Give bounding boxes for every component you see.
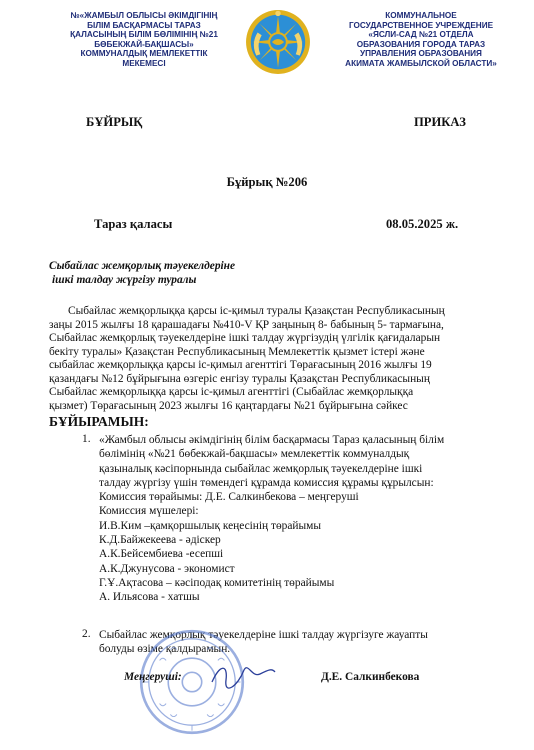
subject-line: ішкі талдау жүргізу туралы	[52, 273, 197, 286]
header-left-line: ҚАЛАСЫНЫҢ БІЛІМ БӨЛІМІНІҢ №21	[70, 30, 218, 40]
commission-member: А. Ильясова - хатшы	[99, 591, 200, 604]
doc-type-ru: ПРИКАЗ	[414, 115, 466, 129]
item-2-number: 2.	[82, 628, 91, 640]
signoff-name: Д.Е. Салкинбекова	[321, 671, 420, 683]
preamble-line: қазандағы №12 бұйрығына өзгеріс енгізу туралы Қазақстан Республикасының	[49, 372, 430, 385]
header-left-line: МЕКЕМЕСІ	[122, 58, 166, 68]
item-1-line: бөлімінің «№21 бөбекжай-бақшасы» мемлекеттік коммуналдық	[99, 448, 410, 461]
commission-member: А.К.Джунусова - экономист	[99, 562, 235, 575]
header-left-org-name	[44, 11, 244, 69]
item-1-number: 1.	[82, 433, 91, 445]
header-left-line: БӨБЕКЖАЙ-БАҚШАСЫ»	[94, 39, 194, 49]
signoff-title: Меңгеруші:	[124, 671, 182, 683]
item-1-line: қазыналық кәсіпорнында сыбайлас жемқорлық тәуекелдеріне ішкі	[99, 462, 423, 475]
item-2-line: Сыбайлас жемқорлық тәуекелдеріне ішкі талдау жүргізуге жауапты	[99, 629, 428, 641]
item-1-line: «Жамбыл облысы әкімдігінің білім басқармасы Тараз қаласының білім	[99, 434, 445, 446]
state-emblem-icon	[244, 8, 312, 76]
header-right-line: ОБРАЗОВАНИЯ ГОРОДА ТАРАЗ	[356, 39, 486, 49]
preamble	[49, 305, 509, 413]
order-number: Бұйрық №206	[226, 175, 308, 189]
item-2-line: болуды өзіме қалдырамын.	[99, 643, 231, 656]
doc-type-kz: БҰЙРЫҚ	[86, 115, 143, 129]
commission-member: К.Д.Байжекеева - әдіскер	[99, 534, 221, 547]
commission-chair: Комиссия төрайымы: Д.Е. Салкинбекова – меңгеруші	[99, 491, 359, 504]
header-right-line: УПРАВЛЕНИЯ ОБРАЗОВАНИЯ	[360, 49, 482, 59]
preamble-line: Сыбайлас жемқорлыққа қарсы іс-қимыл туралы Қазақстан Республикасының	[68, 305, 445, 317]
commission-member: И.В.Ким –қамқоршылық кеңесінің төрайымы	[99, 519, 322, 532]
preamble-line: бекіту туралы» Қазақстан Республикасының Мемлекеттік қызмет істері және	[49, 345, 425, 358]
header-left-line: КОММУНАЛДЫҚ МЕМЛЕКЕТТІК	[80, 49, 208, 59]
order-subject	[49, 260, 235, 287]
signature-icon	[208, 660, 278, 690]
header-right-line: КОММУНАЛЬНОЕ	[385, 11, 457, 20]
header-right-line: АКИМАТА ЖАМБЫЛСКОЙ ОБЛАСТИ»	[345, 58, 497, 68]
header-right-line: «ЯСЛИ-САД №21 ОТДЕЛА	[368, 30, 474, 40]
header-left-line: №«ЖАМБЫЛ ОБЛЫСЫ ӘКІМДІГІНІҢ	[70, 11, 218, 20]
commission-members-label: Комиссия мүшелері:	[99, 505, 199, 518]
header-right-line: ГОСУДАРСТВЕННОЕ УЧРЕЖДЕНИЕ	[348, 20, 494, 30]
item-1-text	[99, 433, 519, 605]
subject-line: Сыбайлас жемқорлық тәуекелдеріне	[49, 260, 236, 272]
header-left-line: БІЛІМ БАСҚАРМАСЫ ТАРАЗ	[87, 20, 201, 30]
preamble-line: Сыбайлас жемқорлық тәуекелдеріне ішкі талдау жүргізудің үлгілік қағидаларын	[49, 332, 441, 344]
preamble-line: Сыбайлас жемқорлыққа қарсы іс-қимыл агенттігі (Сыбайлас жемқорлыққа	[49, 386, 414, 398]
preamble-line: қызмет) Төрағасының 2023 жылғы 16 қаңтардағы №21 бұйрығына сәйкес	[49, 399, 408, 412]
item-1-line: талдау жүргізу үшін төмендегі құрамда комиссия құрамы құрылсын:	[99, 476, 434, 489]
commission-member: Г.Ұ.Ақтасова – кәсіподақ комитетінің төрайымы	[99, 576, 335, 589]
preamble-line: сыбайлас жемқорлыққа қарсы іс-қимыл агенттігі Төрағасының 2016 жылғы 19	[49, 359, 432, 371]
order-word: БҰЙЫРАМЫН:	[49, 414, 149, 429]
header-right-org-name	[316, 11, 526, 69]
city: Тараз қаласы	[94, 217, 173, 231]
order-date: 08.05.2025 ж.	[386, 217, 459, 231]
commission-member: А.К.Бейсембиева -есепші	[99, 548, 224, 561]
preamble-line: заңы 2015 жылғы 18 қарашадағы №410-V ҚР заңының 8- бабының 5- тармағына,	[49, 318, 444, 331]
